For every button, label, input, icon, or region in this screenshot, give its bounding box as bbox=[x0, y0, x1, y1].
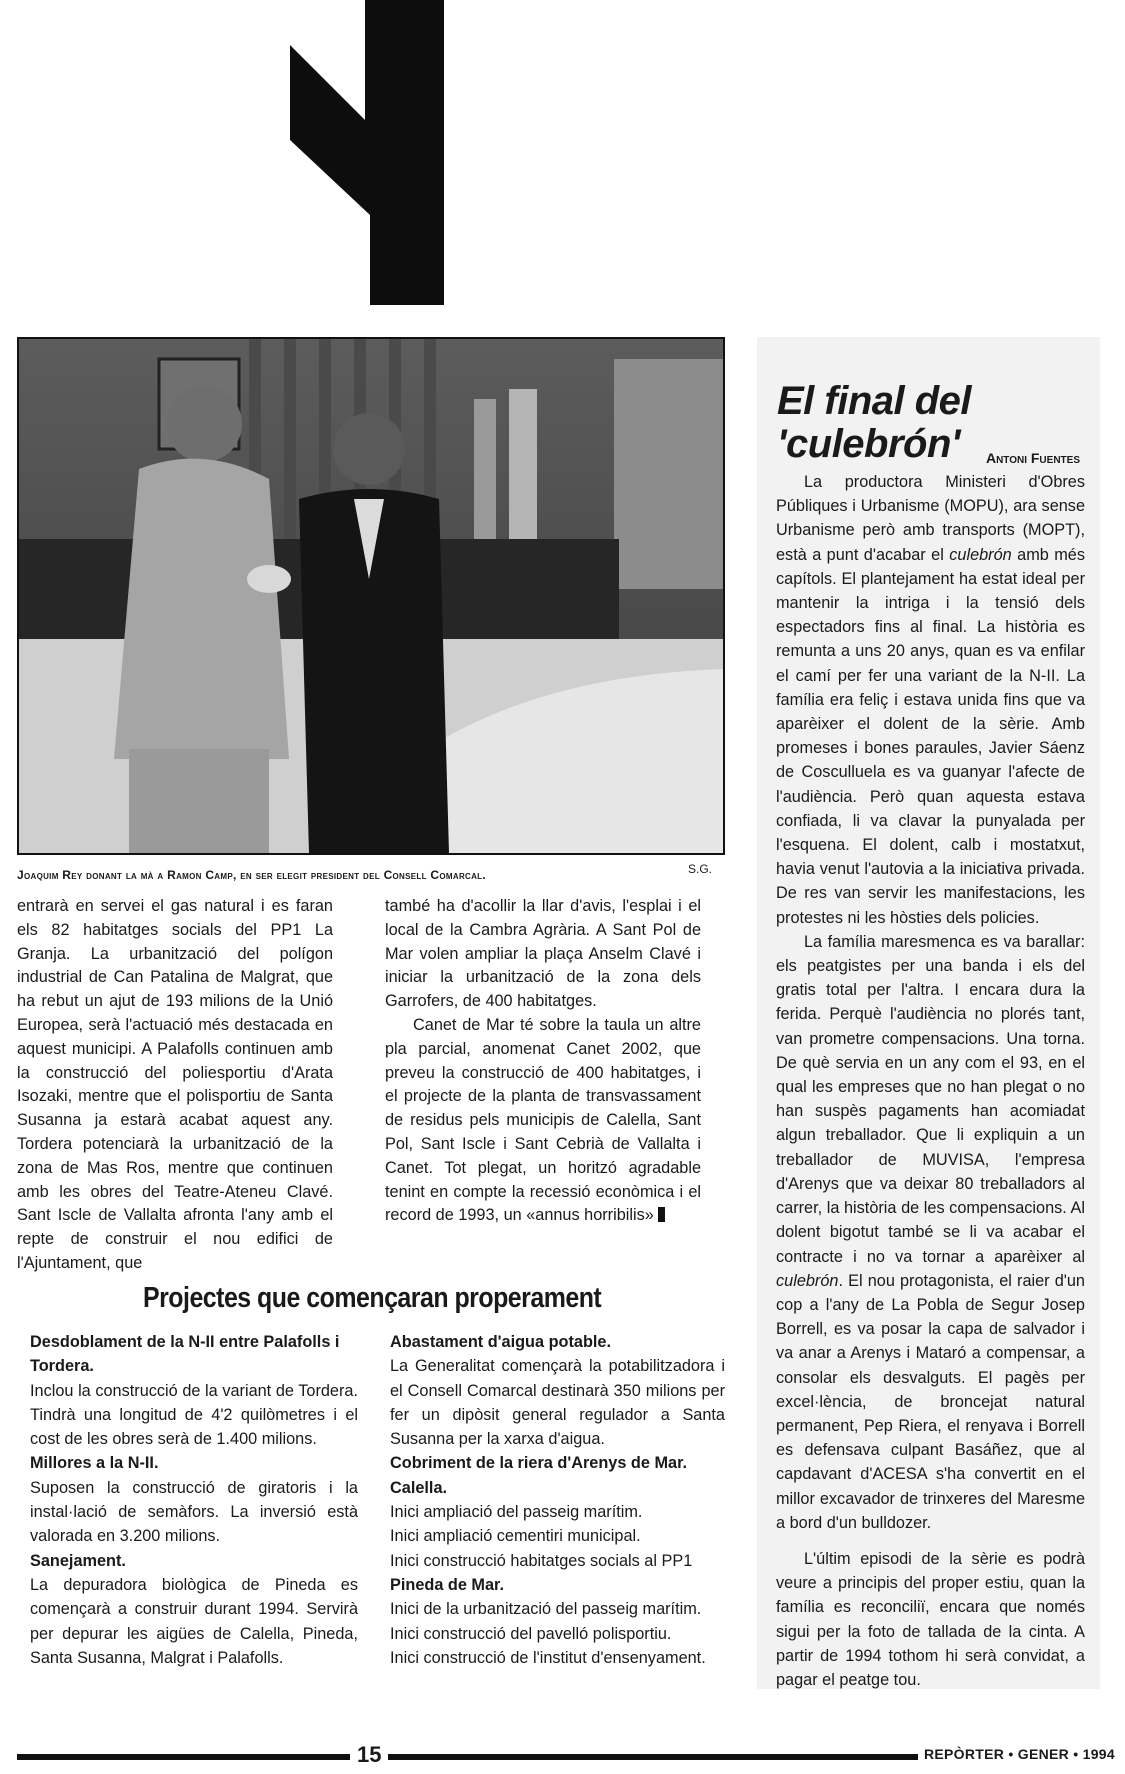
sidebar-title-line: El final del bbox=[777, 379, 972, 423]
project-heading: Abastament d'aigua potable. bbox=[390, 1333, 611, 1351]
project-heading: Desdoblament de la N-II entre Palafolls i Tordera. bbox=[30, 1333, 340, 1376]
sidebar-paragraph: L'últim episodi de la sèrie es podrà veure a principis del proper estiu, quan la família es reconciliï, encara que només sigui per la foto de tallada de la cinta. A partir de 1994 tothom hi serà convidat, a pagar el peatge tou. bbox=[776, 1549, 1085, 1689]
photo-handshake bbox=[17, 337, 725, 855]
project-text: Suposen la construcció de giratoris i la instal·lació de semàfors. La inversió està valorada en 3.200 milions. bbox=[30, 1478, 358, 1546]
projects-column-right bbox=[390, 1330, 725, 1670]
project-text: Inici construcció del pavelló polisportiu. bbox=[390, 1624, 672, 1643]
project-heading: Millores a la N-II. bbox=[30, 1454, 159, 1473]
project-text: Inici de la urbanització del passeig marítim. bbox=[390, 1600, 702, 1619]
section-letter-n-graphic bbox=[290, 0, 444, 305]
sidebar-title bbox=[777, 380, 971, 466]
sidebar-body bbox=[776, 470, 1085, 1692]
project-heading: Pineda de Mar. bbox=[390, 1575, 505, 1594]
project-text: Inici ampliació del passeig marítim. bbox=[390, 1503, 643, 1522]
photo-caption: Joaquim Rey donant la mà a Ramon Camp, en ser elegit president del Consell Comarcal. bbox=[17, 868, 486, 882]
article-column-2 bbox=[385, 895, 701, 1228]
sidebar-author: Antoni Fuentes bbox=[985, 450, 1080, 466]
article-column-1 bbox=[17, 895, 333, 1276]
project-text: Inici ampliació cementiri municipal. bbox=[390, 1527, 641, 1546]
sidebar-paragraph: La productora Ministeri d'Obres Públiques i Urbanisme (MOPU), ara sense Urbanisme però amb transports (MOPT), està a punt d'acabar el culebrón amb més capítols. El plantejament ha estat ideal per mantenir la intriga i la tensió dels espectadors fins al final. La història es remunta a uns 20 anys, quan es va enfilar el camí per fer una variant de la N-II. La família era feliç i estava unida fins que va aparèixer el dolent de la sèrie. Amb promeses i bones paraules, Javier Sáenz de Cosculluela es va guanyar l'afecte de l'audiència. Però quan aquesta estava confiada, li va clavar la punyalada per l'esquena. El dolent, calb i mostatxut, havia venut l'autovia a la iniciativa privada. De res van servir les manifestacions, les protestes ni les hòsties dels policies. bbox=[776, 473, 1085, 927]
project-text: La Generalitat començarà la potabilitzadora i el Consell Comarcal destinarà 350 milions per fer un dipòsit general regulador a Santa Susanna per la xarxa d'aigua. bbox=[390, 1357, 725, 1449]
article-paragraph: Canet de Mar té sobre la taula un altre pla parcial, anomenat Canet 2002, que preveu la construcció de 400 habitatges, i el projecte de la planta de transvassament de residus pels municipis de Calella, Sant Pol, Sant Iscle i Sant Cebrià de Vallalta i Canet. Tot plegat, un horitzó agradable tenint en compte la recessió econòmica i el record de 1993, un «annus horribilis» bbox=[385, 1015, 701, 1225]
page-number: 15 bbox=[357, 1742, 382, 1767]
sidebar-title-line: 'culebrón' bbox=[777, 422, 960, 466]
project-text: Inclou la construcció de la variant de Tordera. Tindrà una longitud de 4'2 quilòmetres i el cost de les obres serà de 1.400 milions. bbox=[30, 1381, 358, 1449]
project-heading: Sanejament. bbox=[30, 1551, 126, 1570]
project-text: Inici construcció habitatges socials al PP1 bbox=[390, 1551, 693, 1570]
project-text: Inici construcció de l'institut d'ensenyament. bbox=[390, 1648, 706, 1667]
photo-credit: S.G. bbox=[688, 862, 713, 876]
article-paragraph: entrarà en servei el gas natural i es faran els 82 habitatges socials del PP1 La Granja. La urbanització del polígon industrial de Can Patalina de Malgrat, que ha rebut un ajut de 193 milions de la Unió Europea, serà l'actuació més destacada en aquest municipi. A Palafolls continuen amb la construcció del poliesportiu d'Arata Isozaki, mentre que el polisportiu de Santa Susanna ja estarà acabat aquest any. Tordera potenciarà la urbanització de la zona de Mas Ros, mentre que continuen amb les obres del Teatre-Ateneu Clavé. Sant Iscle de Vallalta afronta l'any amb el repte de construir el nou edifici de l'Ajuntament, que bbox=[17, 897, 333, 1272]
end-mark-icon bbox=[658, 1207, 665, 1222]
footer-publication: REPÒRTER • GENER • 1994 bbox=[924, 1746, 1115, 1762]
projects-heading: Projectes que començaran properament bbox=[143, 1282, 602, 1314]
article-paragraph: també ha d'acollir la llar d'avis, l'esplai i el local de la Cambra Agrària. A Sant Pol de Mar volen ampliar la plaça Anselm Clavé i iniciar la urbanització de la zona dels Garrofers, de 400 habitatges. bbox=[385, 897, 701, 1011]
project-heading: Cobriment de la riera d'Arenys de Mar. Calella. bbox=[390, 1454, 688, 1497]
projects-column-left bbox=[30, 1330, 358, 1670]
sidebar-paragraph: La família maresmenca es va barallar: els peatgistes per una banda i els del gratis total per l'altra. I encara dura la ferida. Perquè l'audiència no plorés tant, van prometre compensacions. Una torna. De què servia en un any com el 93, en el qual les empreses que no han plegat o no han suspès pagaments han acomiadat algun treballador. Que li expliquin a un treballador de MUVISA, l'empresa d'Arenys que va deixar 80 treballadors al carrer, la història de les compensacions. Al dolent bigotut també se li va acabar el contracte i no va tornar a aparèixer al culebrón. El nou protagonista, el raier d'un cop a l'any de La Pobla de Segur Josep Borrell, es va posar la capa de salvador i va anar a Arenys i Mataró a compensar, a consolar els desvalguts. El pagès per excel·lència, de broncejat natural permanent, Pep Riera, el renyava i Borrell es defensava culpant Basáñez, que al capdavant d'ACESA s'ha convertit en el millor excavador de trinxeres del Maresme a bord d'un bulldozer. bbox=[776, 932, 1085, 1532]
footer-rule-right bbox=[388, 1754, 918, 1760]
footer-rule-left bbox=[17, 1754, 350, 1760]
project-text: La depuradora biològica de Pineda es començarà a construir durant 1994. Servirà per depurar les aigües de Calella, Pineda, Santa Susanna, Malgrat i Palafolls. bbox=[30, 1575, 358, 1667]
